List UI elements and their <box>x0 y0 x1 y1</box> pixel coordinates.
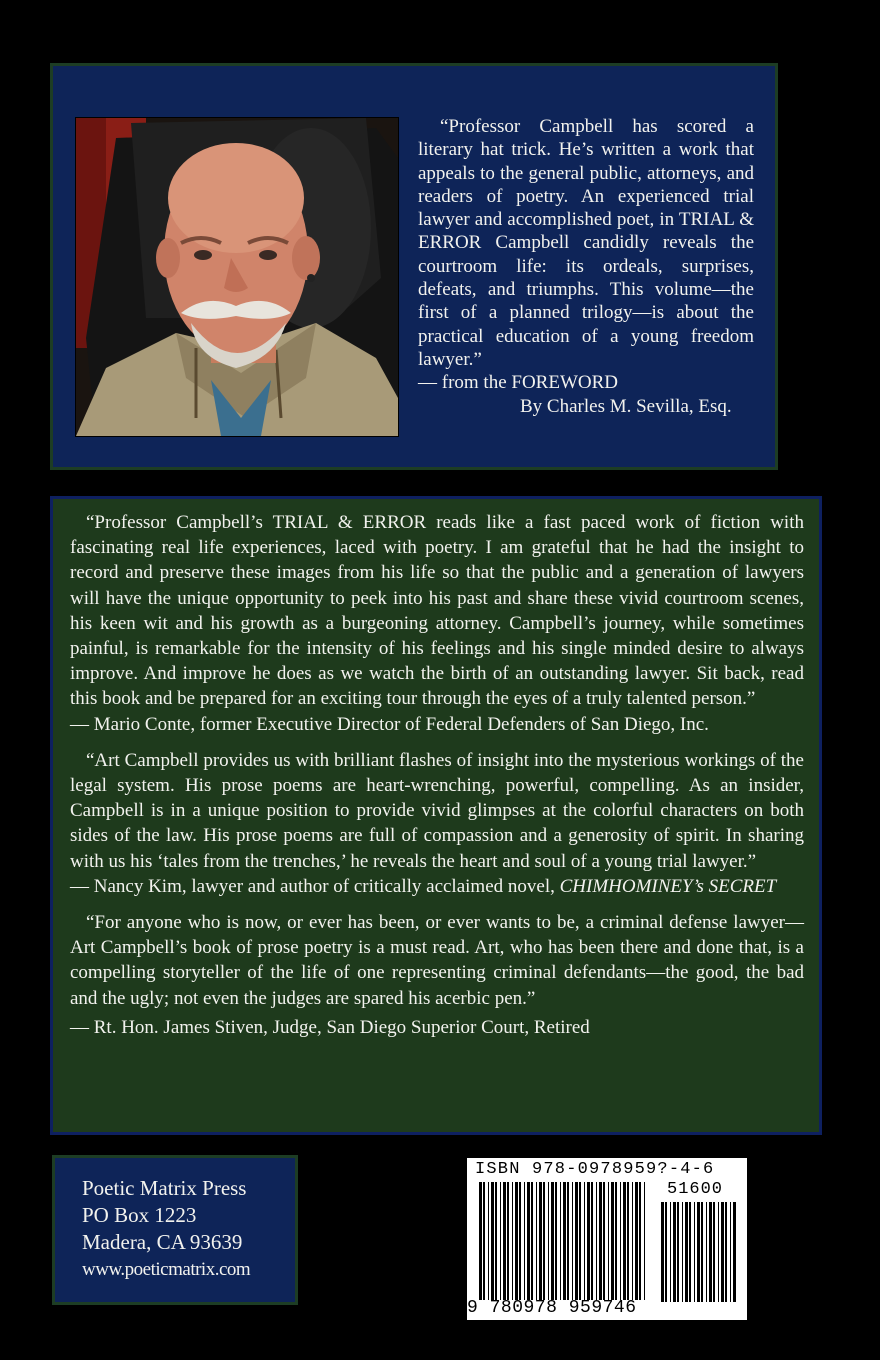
barcode-bar <box>584 1182 585 1300</box>
barcode-bar <box>575 1182 578 1300</box>
barcode-bar <box>733 1202 736 1302</box>
endorsement-attribution: — Rt. Hon. James Stiven, Judge, San Diego Superior Court, Retired <box>70 1016 590 1038</box>
barcode-bar <box>611 1182 614 1300</box>
ean-bars <box>479 1182 649 1300</box>
barcode-bar <box>627 1182 629 1300</box>
endorsement-text: “Art Campbell provides us with brilliant flashes of insight into the mysterious workings of the legal system. His prose poems are heart-wrenching, powerful, compelling. As an insider, Campbell is in a unique position to provide vivid glimpses at the colorful characters on both sides of the law. His prose poems are full of compassion and a generosity of spirit. In sharing with us his ‘tales from the trenches,’ he reveals the heart and soul of a young trial lawyer.” <box>70 749 804 872</box>
endorsement-text: “Professor Campbell’s TRIAL & ERROR reads like a fast paced work of fiction with fascinating real life experiences, laced with poetry. I am grateful that he had the insight to record and preserve these images from his life so that the public and a generation of lawyers will have the unique opportunity to peek into his past and share these vivid courtroom scenes, his keen wit and his growth as a burgeoning attorney. Campbell’s journey, while sometimes painful, is remarkable for the intensity of his feelings and his single minded desire to always improve. And improve he does as we watch the birth of an outstanding lawyer. Sit back, read this book and be prepared for an exciting tour through the eyes of a truly talented person.” <box>70 512 804 710</box>
barcode-bar <box>539 1182 542 1300</box>
foreword-source: — from the FOREWORD <box>418 372 619 394</box>
barcode-bar <box>555 1182 557 1300</box>
attribution-book-title: CHIMHOMINEY’s SECRET <box>559 875 777 897</box>
barcode-bar <box>639 1182 641 1300</box>
barcode-bar <box>551 1182 554 1300</box>
barcode-bar <box>608 1182 609 1300</box>
barcode-bar <box>543 1182 545 1300</box>
barcode-bar <box>596 1182 597 1300</box>
attribution-author: — Nancy Kim, lawyer and author of critically acclaimed novel, <box>70 875 560 897</box>
barcode-bar <box>730 1202 731 1302</box>
addon-bars <box>661 1202 739 1314</box>
barcode-bar <box>531 1182 533 1300</box>
isbn-barcode <box>467 1158 747 1320</box>
barcode-bar <box>682 1202 683 1302</box>
barcode-bar <box>632 1182 633 1300</box>
barcode-bar <box>620 1182 621 1300</box>
barcode-bar <box>567 1182 569 1300</box>
barcode-bar <box>536 1182 537 1300</box>
barcode-bar <box>713 1202 715 1302</box>
publisher-website: www.poeticmatrix.com <box>82 1259 251 1280</box>
barcode-bar <box>697 1202 700 1302</box>
barcode-bar <box>706 1202 707 1302</box>
publisher-address-line1: PO Box 1223 <box>82 1203 197 1227</box>
barcode-bar <box>507 1182 509 1300</box>
foreword-quote <box>418 115 754 418</box>
author-photo <box>75 117 399 437</box>
barcode-bar <box>665 1202 667 1302</box>
barcode-bar <box>479 1182 482 1300</box>
barcode-bar <box>661 1202 664 1302</box>
barcode-bar <box>701 1202 703 1302</box>
barcode-bar <box>548 1182 549 1300</box>
foreword-quote-text: “Professor Campbell has scored a literary hat trick. He’s written a work that appeals to the general public, attorneys, and readers of poetry. An experienced trial lawyer and accomplished poet, in TRIAL & ERROR Campbell candidly reveals the courtroom life: its ordeals, surprises, defeats, and triumphs. This volume—the first of a planned trilogy—is about the practical education of a young freedom lawyer.” <box>418 116 754 370</box>
barcode-bar <box>689 1202 691 1302</box>
publisher-address-line2: Madera, CA 93639 <box>82 1230 243 1254</box>
barcode-bar <box>500 1182 501 1300</box>
barcode-bar <box>560 1182 561 1300</box>
barcode-bar <box>685 1202 688 1302</box>
barcode-bar <box>512 1182 513 1300</box>
endorsements-list <box>70 510 804 1040</box>
foreword-byline: By Charles M. Sevilla, Esq. <box>520 395 732 417</box>
barcode-bar <box>725 1202 727 1302</box>
barcode-bar <box>615 1182 617 1300</box>
endorsement-text: “For anyone who is now, or ever has been, or ever wants to be, a criminal defense lawyer—Art Campbell’s book of prose poetry is a must read. Art, who has been there and done that, is a compelling storyteller of the life of one representing criminal defendants—the good, the bad and the ugly; not even the judges are spared his acerbic pen.” <box>70 912 804 1009</box>
publisher-info <box>82 1175 250 1283</box>
barcode-bar <box>718 1202 719 1302</box>
barcode-bar <box>495 1182 497 1300</box>
barcode-bar <box>519 1182 521 1300</box>
ean-digits: 9 780978 959746 <box>467 1298 637 1318</box>
endorsement-attribution: — Mario Conte, former Executive Director of Federal Defenders of San Diego, Inc. <box>70 713 709 735</box>
barcode-bar <box>491 1182 494 1300</box>
barcode-bar <box>579 1182 581 1300</box>
barcode-bar <box>721 1202 724 1302</box>
barcode-bar <box>515 1182 518 1300</box>
barcode-bar <box>603 1182 605 1300</box>
barcode-bar <box>587 1182 590 1300</box>
price-code: 51600 <box>667 1180 724 1199</box>
barcode-bar <box>488 1182 489 1300</box>
barcode-bar <box>599 1182 602 1300</box>
barcode-bar <box>623 1182 626 1300</box>
barcode-bar <box>673 1202 676 1302</box>
barcode-bar <box>670 1202 671 1302</box>
isbn-label: ISBN 978-0978959?-4-6 <box>475 1160 715 1179</box>
barcode-bar <box>677 1202 679 1302</box>
barcode-bar <box>709 1202 712 1302</box>
barcode-bar <box>483 1182 485 1300</box>
barcode-bar <box>694 1202 695 1302</box>
barcode-bar <box>524 1182 525 1300</box>
barcode-bar <box>644 1182 645 1300</box>
publisher-name: Poetic Matrix Press <box>82 1176 247 1200</box>
barcode-bar <box>591 1182 593 1300</box>
barcode-bar <box>503 1182 506 1300</box>
barcode-bar <box>635 1182 638 1300</box>
barcode-bar <box>572 1182 573 1300</box>
barcode-bar <box>527 1182 530 1300</box>
barcode-bar <box>563 1182 566 1300</box>
endorsement-attribution <box>70 874 804 899</box>
